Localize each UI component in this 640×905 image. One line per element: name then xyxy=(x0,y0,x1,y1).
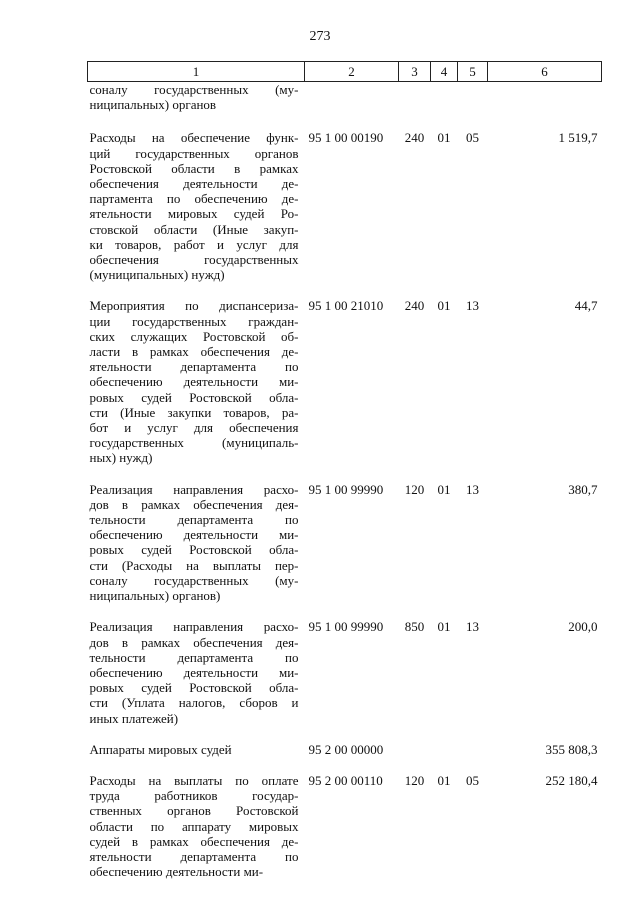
row-section: 01 xyxy=(437,298,451,314)
row-description: Аппараты мировых судей xyxy=(89,741,232,757)
row-expense-type: 850 xyxy=(404,619,425,635)
row-code: 95 1 00 00190 xyxy=(308,130,384,146)
row-amount: 44,7 xyxy=(574,298,598,314)
header-col-6: 6 xyxy=(488,62,602,82)
row-code xyxy=(305,82,399,131)
row-code: 95 1 00 99990 xyxy=(308,481,384,497)
table-row xyxy=(88,82,602,131)
row-description: Реализация направления расхо- дов в рамках обеспечения дея- тельности департамента по обеспечению деятельности ми- ровых судей Ростовской обла- сти (Уплата налогов, сборов и иных платежей) xyxy=(89,619,299,726)
header-col-2: 2 xyxy=(305,62,399,82)
row-section xyxy=(431,742,458,773)
row-expense-type: 120 xyxy=(404,772,425,788)
row-description: Расходы на выплаты по оплате труда работников государ- ственных органов Ростовской области по аппарату мировых судей в рамках обеспечения де- ятельности департамента по обеспечению деятельности ми- xyxy=(89,772,299,880)
table-row xyxy=(88,298,602,481)
row-expense-type: 240 xyxy=(404,130,425,146)
row-description: Расходы на обеспечение функ- ций государственных органов Ростовской области в рамках обеспечения деятельности де- партамента по обеспечению де- ятельности мировых судей Ро- стовской области (Иные закуп- ки товаров, работ и услуг для обеспечения государственных (муниципальных) нужд) xyxy=(89,130,299,283)
row-subsection: 13 xyxy=(466,481,479,497)
row-description: Мероприятия по диспансериза- ции государственных граждан- ских служащих Ростовской об- ласти в рамках обеспечения де- ятельности департамента по обеспечению деятельности ми- ровых судей Ростовской обла- сти (Иные закупки товаров, ра- бот и услуг для обеспечения государственных (муниципаль- ных) нужд) xyxy=(89,298,299,466)
row-code: 95 2 00 00110 xyxy=(308,772,383,788)
table-row xyxy=(88,773,602,895)
table-body xyxy=(88,82,602,896)
row-code: 95 2 00 00000 xyxy=(308,741,384,757)
header-col-5: 5 xyxy=(458,62,488,82)
row-amount: 380,7 xyxy=(568,481,598,497)
row-amount xyxy=(488,82,602,131)
row-section xyxy=(431,82,458,131)
row-subsection xyxy=(458,742,488,773)
row-amount: 355 808,3 xyxy=(545,741,598,757)
budget-table xyxy=(87,61,602,895)
row-section: 01 xyxy=(437,481,451,497)
row-subsection xyxy=(458,82,488,131)
header-col-4: 4 xyxy=(431,62,458,82)
row-code: 95 1 00 99990 xyxy=(308,619,384,635)
row-subsection: 05 xyxy=(466,130,479,146)
row-expense-type xyxy=(399,82,431,131)
header-col-3: 3 xyxy=(399,62,431,82)
row-amount: 1 519,7 xyxy=(558,130,598,146)
table-row xyxy=(88,482,602,620)
row-expense-type: 120 xyxy=(404,481,425,497)
table-row xyxy=(88,619,602,741)
row-amount: 252 180,4 xyxy=(545,772,598,788)
row-section: 01 xyxy=(437,619,451,635)
row-subsection: 13 xyxy=(466,619,479,635)
table-header xyxy=(88,62,602,82)
row-expense-type: 240 xyxy=(404,298,425,314)
row-section: 01 xyxy=(437,772,451,788)
table-row xyxy=(88,130,602,298)
row-subsection: 13 xyxy=(466,298,479,314)
row-code: 95 1 00 21010 xyxy=(308,298,384,314)
row-subsection: 05 xyxy=(466,772,479,788)
row-expense-type xyxy=(399,742,431,773)
page-number: 273 xyxy=(309,29,331,44)
row-description: Реализация направления расхо- дов в рамках обеспечения дея- тельности департамента по обеспечению деятельности ми- ровых судей Ростовской обла- сти (Расходы на выплаты пер- соналу государственных (му- ниципальных) органов) xyxy=(89,481,299,604)
row-description: соналу государственных (му- ниципальных) органов xyxy=(89,82,299,113)
row-amount: 200,0 xyxy=(568,619,598,635)
row-section: 01 xyxy=(437,130,451,146)
table-row xyxy=(88,742,602,773)
header-col-1: 1 xyxy=(88,62,305,82)
